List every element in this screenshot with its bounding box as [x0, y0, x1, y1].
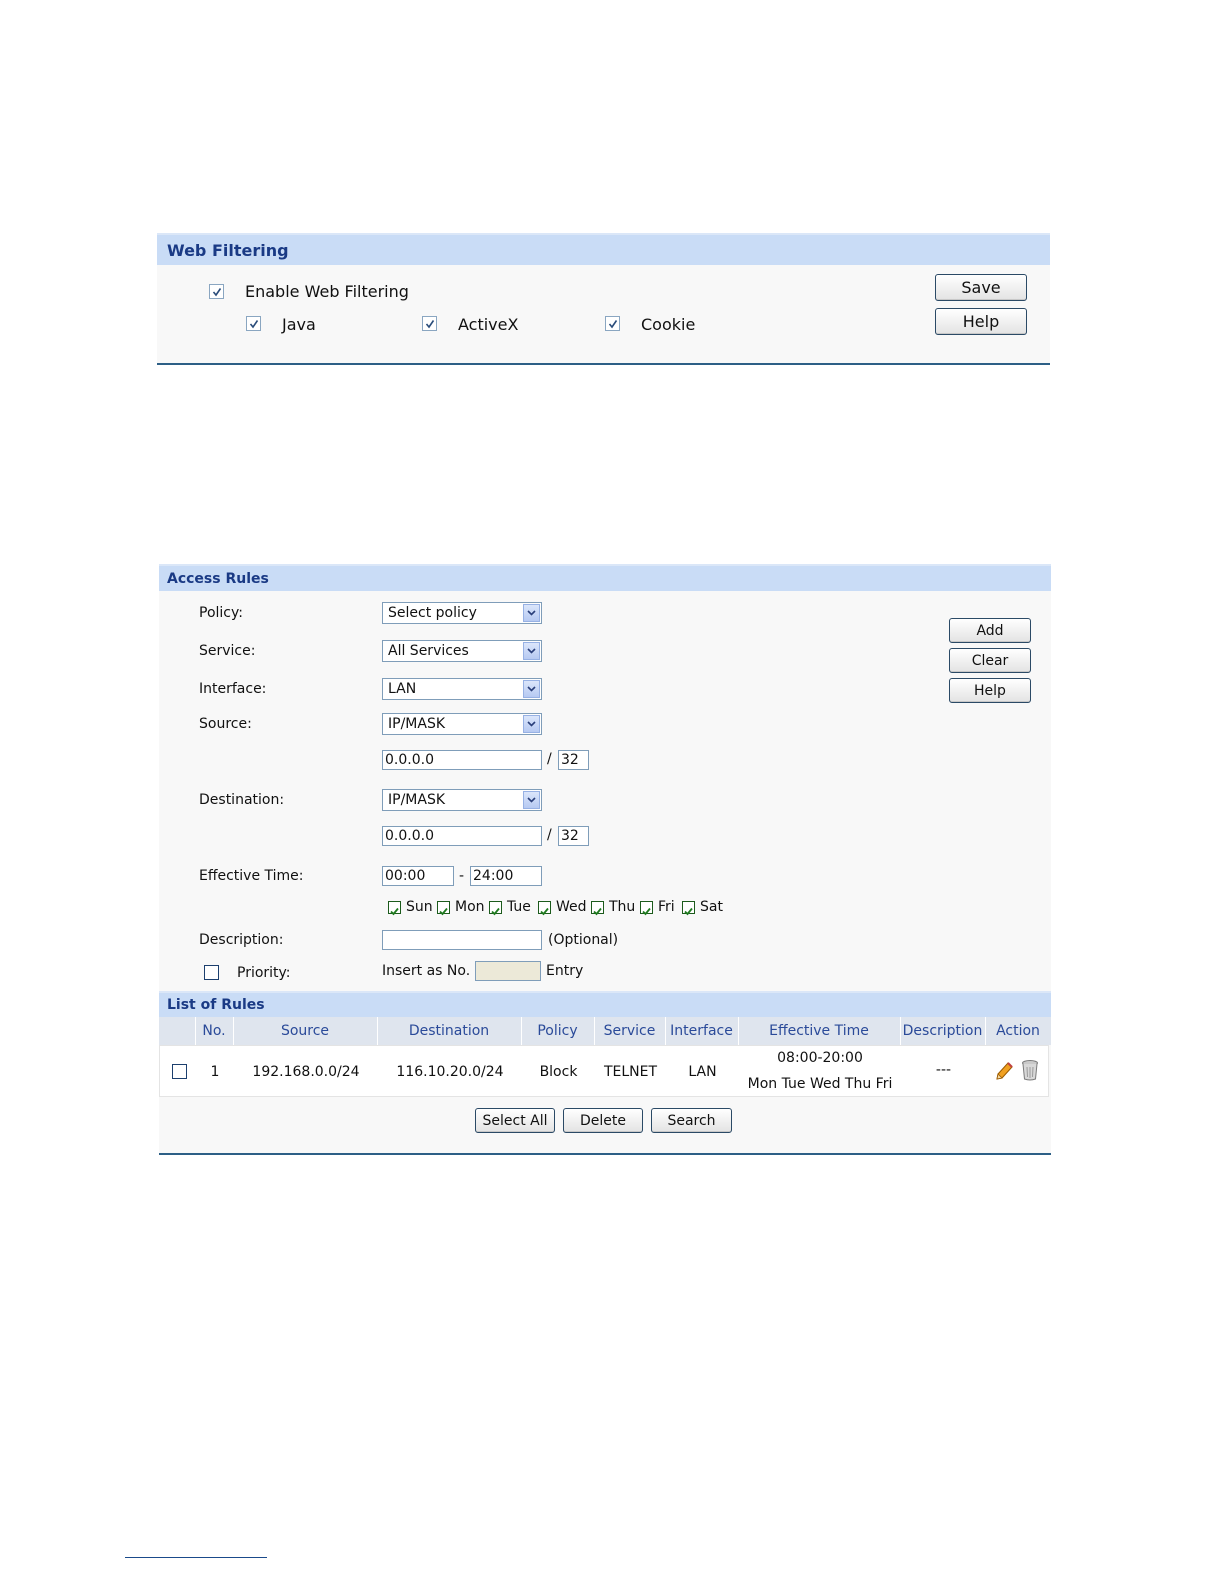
java-checkbox[interactable]	[246, 316, 261, 331]
activex-label: ActiveX	[458, 315, 519, 334]
day-mon-label: Mon	[455, 899, 485, 915]
activex-checkbox[interactable]	[422, 316, 437, 331]
row-select-checkbox[interactable]	[172, 1064, 187, 1079]
check-icon	[641, 906, 652, 917]
interface-select-value: LAN	[388, 681, 417, 697]
row-no: 1	[210, 1064, 220, 1080]
check-icon	[425, 319, 435, 329]
col-destination: Destination	[408, 1023, 490, 1039]
interface-label: Interface:	[199, 681, 267, 697]
cookie-checkbox[interactable]	[605, 316, 620, 331]
check-icon	[683, 906, 694, 917]
access-rules-panel	[159, 564, 1051, 1155]
check-icon	[438, 906, 449, 917]
row-service: TELNET	[603, 1064, 658, 1080]
footnote-divider	[125, 1557, 267, 1558]
time-end-value: 24:00	[473, 868, 514, 884]
interface-select[interactable]	[382, 678, 542, 700]
time-dash: -	[459, 868, 465, 884]
row-policy: Block	[539, 1064, 578, 1080]
chevron-down-icon	[523, 642, 540, 660]
priority-number-input[interactable]	[475, 961, 541, 981]
policy-select-value: Select policy	[388, 605, 477, 621]
row-description: ---	[935, 1062, 952, 1078]
entry-text: Entry	[546, 963, 584, 979]
enable-web-filtering-checkbox[interactable]	[209, 284, 224, 299]
time-start-value: 00:00	[385, 868, 426, 884]
source-type-value: IP/MASK	[388, 716, 446, 732]
source-label: Source:	[199, 716, 252, 732]
check-icon	[212, 287, 222, 297]
add-button[interactable]: Add	[949, 618, 1031, 643]
destination-type-value: IP/MASK	[388, 792, 446, 808]
col-effective-time: Effective Time	[769, 1023, 869, 1039]
java-label: Java	[282, 315, 316, 334]
check-icon	[389, 906, 400, 917]
source-mask-input[interactable]	[558, 750, 589, 770]
day-sun-checkbox[interactable]	[388, 901, 401, 914]
access-rules-header	[159, 564, 1051, 591]
destination-ip-input[interactable]	[382, 826, 542, 846]
rules-table-header-row	[159, 1017, 1051, 1045]
search-button[interactable]: Search	[651, 1108, 732, 1133]
check-icon	[592, 906, 603, 917]
source-mask-value: 32	[561, 752, 579, 768]
time-start-input[interactable]	[382, 866, 454, 886]
row-source: 192.168.0.0/24	[252, 1064, 360, 1080]
insert-as-text: Insert as No.	[382, 963, 471, 979]
day-mon-checkbox[interactable]	[437, 901, 450, 914]
col-policy: Policy	[537, 1023, 578, 1039]
row-effective-days: Mon Tue Wed Thu Fri	[747, 1076, 893, 1092]
service-select[interactable]	[382, 640, 542, 662]
chevron-down-icon	[523, 680, 540, 698]
access-rules-title: Access Rules	[167, 570, 269, 587]
priority-label: Priority:	[237, 965, 291, 981]
select-all-button[interactable]: Select All	[475, 1108, 555, 1133]
day-tue-checkbox[interactable]	[489, 901, 502, 914]
effective-time-label: Effective Time:	[199, 868, 304, 884]
row-destination: 116.10.20.0/24	[396, 1064, 504, 1080]
col-interface: Interface	[670, 1023, 733, 1039]
destination-ip-value: 0.0.0.0	[385, 828, 434, 844]
source-slash: /	[547, 751, 552, 767]
destination-mask-value: 32	[561, 828, 579, 844]
delete-button[interactable]: Delete	[563, 1108, 643, 1133]
chevron-down-icon	[523, 791, 540, 809]
delete-trash-icon[interactable]	[1021, 1059, 1039, 1081]
source-ip-value: 0.0.0.0	[385, 752, 434, 768]
col-no: No.	[202, 1023, 226, 1039]
destination-slash: /	[547, 827, 552, 843]
destination-type-select[interactable]	[382, 789, 542, 811]
day-fri-checkbox[interactable]	[640, 901, 653, 914]
edit-pencil-icon[interactable]	[994, 1060, 1014, 1082]
day-wed-checkbox[interactable]	[538, 901, 551, 914]
col-description: Description	[902, 1023, 983, 1039]
check-icon	[490, 906, 501, 917]
access-help-button[interactable]: Help	[949, 678, 1031, 703]
save-button[interactable]: Save	[935, 274, 1027, 301]
col-service: Service	[603, 1023, 656, 1039]
chevron-down-icon	[523, 604, 540, 622]
source-type-select[interactable]	[382, 713, 542, 735]
clear-button[interactable]: Clear	[949, 648, 1031, 673]
web-filtering-title: Web Filtering	[167, 240, 289, 260]
rules-table	[159, 1017, 1051, 1097]
day-sat-label: Sat	[700, 899, 723, 915]
table-row	[159, 1045, 1049, 1097]
policy-label: Policy:	[199, 605, 243, 621]
check-icon	[249, 319, 259, 329]
row-interface: LAN	[688, 1064, 717, 1080]
web-filtering-panel	[157, 233, 1050, 365]
check-icon	[608, 319, 618, 329]
cookie-label: Cookie	[641, 315, 696, 334]
day-sun-label: Sun	[406, 899, 433, 915]
col-action: Action	[996, 1023, 1040, 1039]
chevron-down-icon	[523, 715, 540, 733]
enable-web-filtering-label: Enable Web Filtering	[245, 282, 409, 301]
check-icon	[539, 906, 550, 917]
day-wed-label: Wed	[556, 899, 587, 915]
day-sat-checkbox[interactable]	[682, 901, 695, 914]
col-source: Source	[280, 1023, 330, 1039]
policy-select[interactable]	[382, 602, 542, 624]
day-thu-label: Thu	[609, 899, 636, 915]
priority-checkbox[interactable]	[204, 965, 219, 980]
destination-label: Destination:	[199, 792, 285, 808]
optional-text: (Optional)	[548, 932, 619, 948]
source-ip-input[interactable]	[382, 750, 542, 770]
description-label: Description:	[199, 932, 284, 948]
help-button[interactable]: Help	[935, 308, 1027, 335]
list-of-rules-header	[159, 991, 1051, 1017]
web-filtering-header	[157, 233, 1050, 265]
description-input[interactable]	[382, 930, 542, 950]
service-select-value: All Services	[388, 643, 469, 659]
day-fri-label: Fri	[658, 899, 675, 915]
list-of-rules-title: List of Rules	[167, 997, 265, 1013]
day-tue-label: Tue	[507, 899, 531, 915]
service-label: Service:	[199, 643, 256, 659]
row-effective-time: 08:00-20:00	[777, 1050, 863, 1066]
time-end-input[interactable]	[470, 866, 542, 886]
destination-mask-input[interactable]	[558, 826, 589, 846]
day-thu-checkbox[interactable]	[591, 901, 604, 914]
